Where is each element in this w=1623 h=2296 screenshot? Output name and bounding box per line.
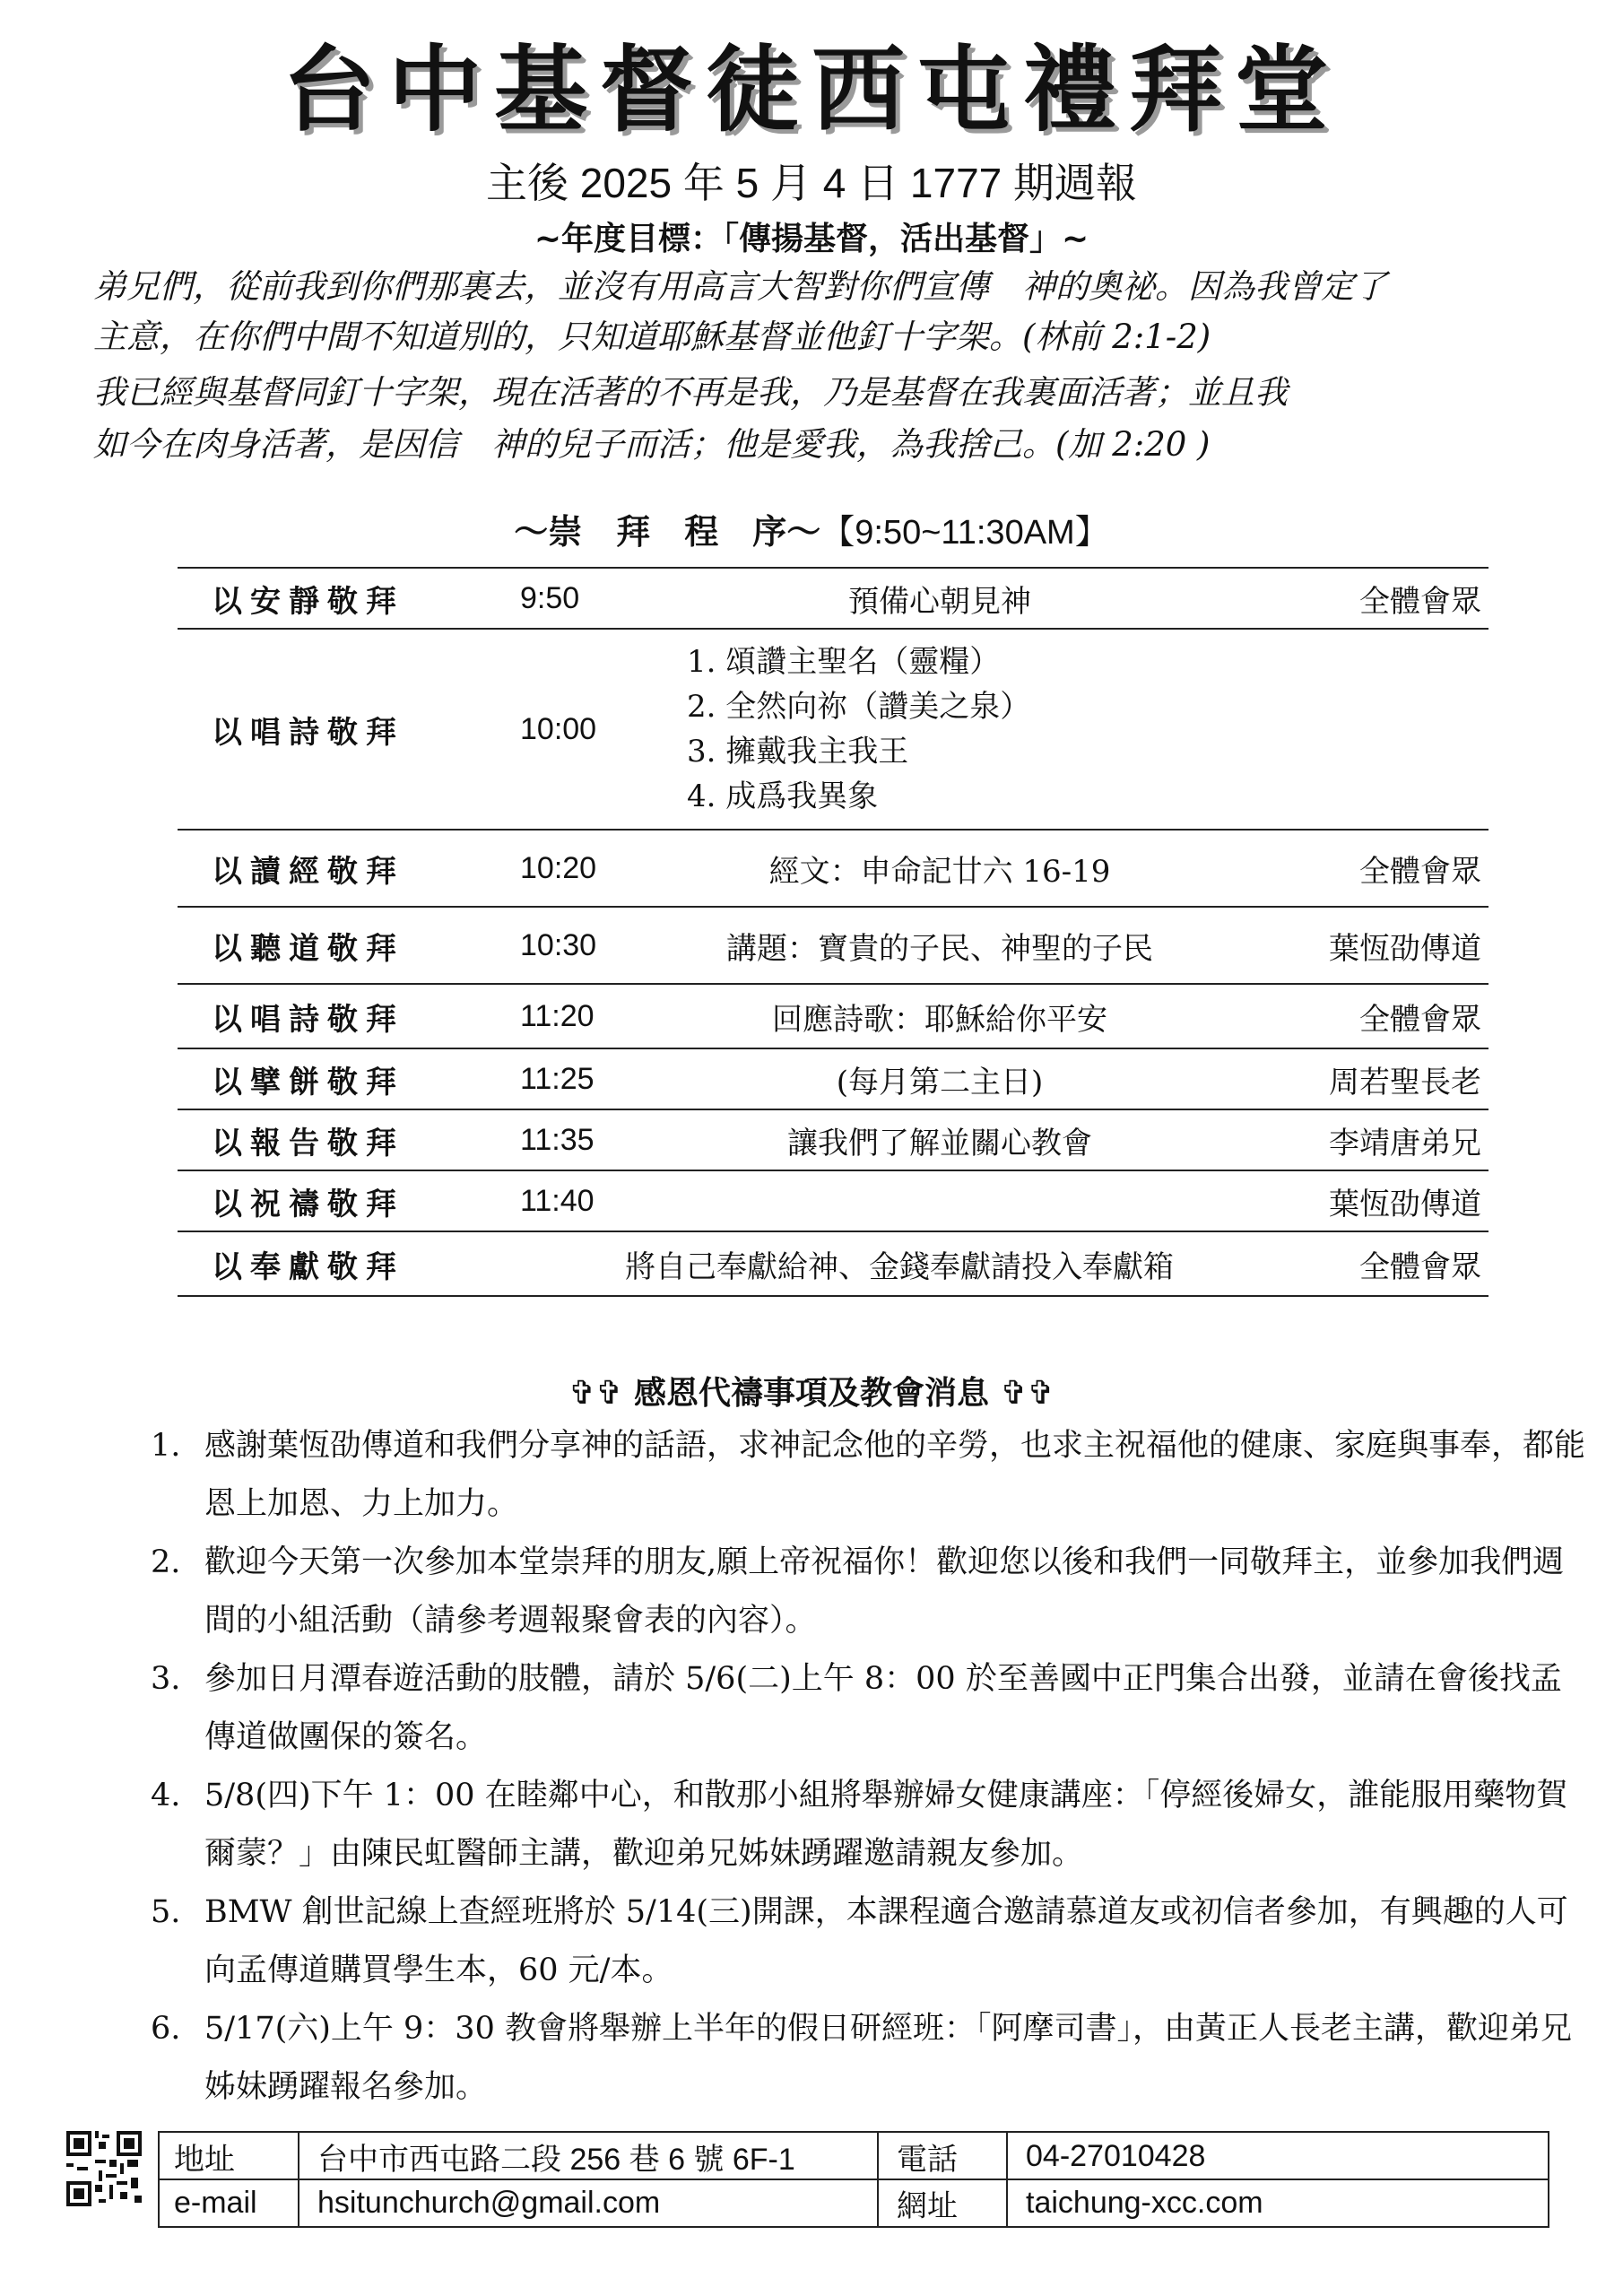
program-heading-label: ～崇 拜 程 序～ bbox=[514, 512, 821, 552]
news-list bbox=[151, 1417, 1585, 2117]
worship-item: 講題：寶貴的子民、神聖的子民 bbox=[726, 930, 1153, 967]
program-row bbox=[178, 985, 1488, 1049]
worship-type: 以讀經敬拜 bbox=[212, 853, 404, 890]
program-table bbox=[178, 567, 1488, 1297]
worship-time: 11:20 bbox=[520, 998, 595, 1033]
program-row bbox=[178, 630, 1488, 831]
worship-time: 10:00 bbox=[520, 711, 597, 746]
worship-type: 以唱詩敬拜 bbox=[212, 714, 404, 751]
worship-leader: 葉恆劭傳道 bbox=[1329, 1186, 1481, 1222]
address-value: 台中市西屯路二段 256 巷 6 號 6F-1 bbox=[317, 2142, 795, 2177]
news-number: 3. bbox=[151, 1661, 181, 1697]
worship-time: 9:50 bbox=[520, 580, 580, 615]
news-item bbox=[151, 1417, 1585, 1534]
bulletin-issue: 主後 2025 年 5 月 4 日 1777 期週報 bbox=[485, 160, 1138, 206]
news-text: 歡迎今天第一次參加本堂崇拜的朋友,願上帝祝福你！歡迎您以後和我們一同敬拜主，並參加我們週間的小組活動（請參考週報聚會表的內容）。 bbox=[204, 1544, 1565, 1639]
worship-type: 以奉獻敬拜 bbox=[212, 1248, 404, 1285]
verse-line: 弟兄們，從前我到你們那裏去，並沒有用高言大智對你們宣傳 神的奧祕。因為我曾定了 bbox=[93, 267, 1387, 306]
worship-item: 預備心朝見神 bbox=[848, 583, 1031, 620]
program-row bbox=[178, 1232, 1488, 1297]
news-text: 參加日月潭春遊活動的肢體，請於 5/6(二)上午 8：00 於至善國中正門集合出發，並請在會後找孟傳道做團保的簽名。 bbox=[204, 1661, 1562, 1755]
hymn-list bbox=[687, 630, 1261, 829]
hymn-item: 3. 擁戴我主我王 bbox=[687, 734, 909, 770]
worship-leader: 全體會眾 bbox=[1359, 583, 1481, 620]
program-row bbox=[178, 1171, 1488, 1232]
verse-line: 我已經與基督同釘十字架，現在活著的不再是我，乃是基督在我裏面活著；並且我 bbox=[93, 373, 1288, 412]
news-text: BMW 創世記線上查經班將於 5/14(三)開課，本課程適合邀請慕道友或初信者參加，有興趣的人可向孟傳道購買學生本，60 元/本。 bbox=[204, 1894, 1568, 1988]
annual-goal: ~年度目標：「傳揚基督，活出基督」~ bbox=[534, 221, 1089, 257]
phone-value: 04-27010428 bbox=[1026, 2138, 1206, 2173]
worship-leader: 葉恆劭傳道 bbox=[1329, 930, 1481, 967]
news-number: 5. bbox=[151, 1894, 181, 1930]
worship-leader: 全體會眾 bbox=[1359, 1248, 1481, 1285]
worship-type: 以唱詩敬拜 bbox=[212, 1001, 404, 1038]
phone-label: 電話 bbox=[897, 2142, 958, 2177]
worship-time: 11:35 bbox=[520, 1122, 595, 1157]
news-item bbox=[151, 1767, 1585, 1883]
hymn-item: 4. 成爲我異象 bbox=[687, 778, 879, 814]
website-link[interactable]: taichung-xcc.com bbox=[1026, 2185, 1263, 2220]
email-label: e-mail bbox=[174, 2185, 257, 2220]
worship-time: 10:30 bbox=[520, 927, 597, 962]
program-row bbox=[178, 908, 1488, 985]
worship-leader: 全體會眾 bbox=[1359, 1001, 1481, 1038]
contact-table-divider bbox=[877, 2133, 879, 2226]
news-text: 5/17(六)上午 9：30 教會將舉辦上半年的假日研經班：「阿摩司書」，由黃正人長老主講，歡迎弟兄姊妹踴躍報名參加。 bbox=[204, 2011, 1572, 2105]
hymn-item: 2. 全然向祢（讚美之泉） bbox=[687, 689, 1031, 725]
news-number: 1. bbox=[151, 1428, 181, 1464]
news-text: 5/8(四)下午 1：00 在睦鄰中心，和散那小組將舉辦婦女健康講座：「停經後婦女，誰能服用藥物賀爾蒙？」由陳民虹醫師主講，歡迎弟兄姊妹踴躍邀請親友參加。 bbox=[204, 1778, 1568, 1872]
church-title: 台中基督徒西屯禮拜堂 bbox=[282, 35, 1341, 144]
worship-type: 以聽道敬拜 bbox=[212, 930, 404, 967]
program-row bbox=[178, 569, 1488, 630]
program-heading-time: 【9:50~11:30AM】 bbox=[820, 514, 1109, 552]
contact-table-divider bbox=[298, 2133, 299, 2226]
hymn-item: 1. 頌讚主聖名（靈糧） bbox=[687, 644, 1001, 680]
qr-code-icon bbox=[66, 2131, 142, 2206]
program-row bbox=[178, 831, 1488, 908]
news-item bbox=[151, 1534, 1585, 1650]
contact-table bbox=[158, 2131, 1549, 2228]
news-item bbox=[151, 2000, 1585, 2117]
website-label: 網址 bbox=[897, 2188, 958, 2223]
worship-time: 10:20 bbox=[520, 850, 597, 885]
worship-time: 11:25 bbox=[520, 1061, 595, 1096]
news-heading: ✞✞ 感恩代禱事項及教會消息 ✞✞ bbox=[568, 1375, 1055, 1412]
news-number: 4. bbox=[151, 1778, 181, 1813]
news-text: 感謝葉恆劭傳道和我們分享神的話語，求神記念他的辛勞，也求主祝福他的健康、家庭與事奉，都能恩上加恩、力上加力。 bbox=[204, 1428, 1586, 1522]
worship-item: 讓我們了解並關心教會 bbox=[787, 1125, 1092, 1161]
worship-item bbox=[626, 1171, 1254, 1231]
news-number: 2. bbox=[151, 1544, 181, 1580]
worship-type: 以擘餅敬拜 bbox=[212, 1064, 404, 1100]
worship-item: 回應詩歌：耶穌給你平安 bbox=[772, 1001, 1107, 1038]
email-link[interactable]: hsitunchurch@gmail.com bbox=[317, 2185, 661, 2220]
worship-leader: 李靖唐弟兄 bbox=[1329, 1125, 1481, 1161]
verse-line: 如今在肉身活著，是因信 神的兒子而活；他是愛我，為我捨己。(加 2:20 ) bbox=[93, 425, 1211, 464]
program-row bbox=[178, 1110, 1488, 1171]
worship-type: 以報告敬拜 bbox=[212, 1125, 404, 1161]
worship-time: 11:40 bbox=[520, 1183, 595, 1218]
address-label: 地址 bbox=[174, 2142, 235, 2177]
worship-leader bbox=[1257, 630, 1481, 829]
worship-leader: 周若聖長老 bbox=[1329, 1064, 1481, 1100]
news-item bbox=[151, 1883, 1585, 2000]
worship-type: 以安靜敬拜 bbox=[212, 583, 404, 620]
contact-table-divider bbox=[1006, 2133, 1008, 2226]
worship-item: (每月第二主日) bbox=[836, 1064, 1044, 1100]
worship-item: 將自己奉獻給神、金錢奉獻請投入奉獻箱 bbox=[625, 1248, 1174, 1285]
worship-type: 以祝禱敬拜 bbox=[212, 1186, 404, 1222]
verse-line: 主意，在你們中間不知道別的，只知道耶穌基督並他釘十字架。(林前 2:1-2) bbox=[93, 317, 1211, 356]
program-heading bbox=[0, 504, 1623, 553]
news-item bbox=[151, 1650, 1585, 1767]
worship-item: 經文：申命記廿六 16-19 bbox=[768, 853, 1111, 890]
worship-leader: 全體會眾 bbox=[1359, 853, 1481, 890]
program-row bbox=[178, 1049, 1488, 1110]
news-number: 6. bbox=[151, 2011, 181, 2047]
